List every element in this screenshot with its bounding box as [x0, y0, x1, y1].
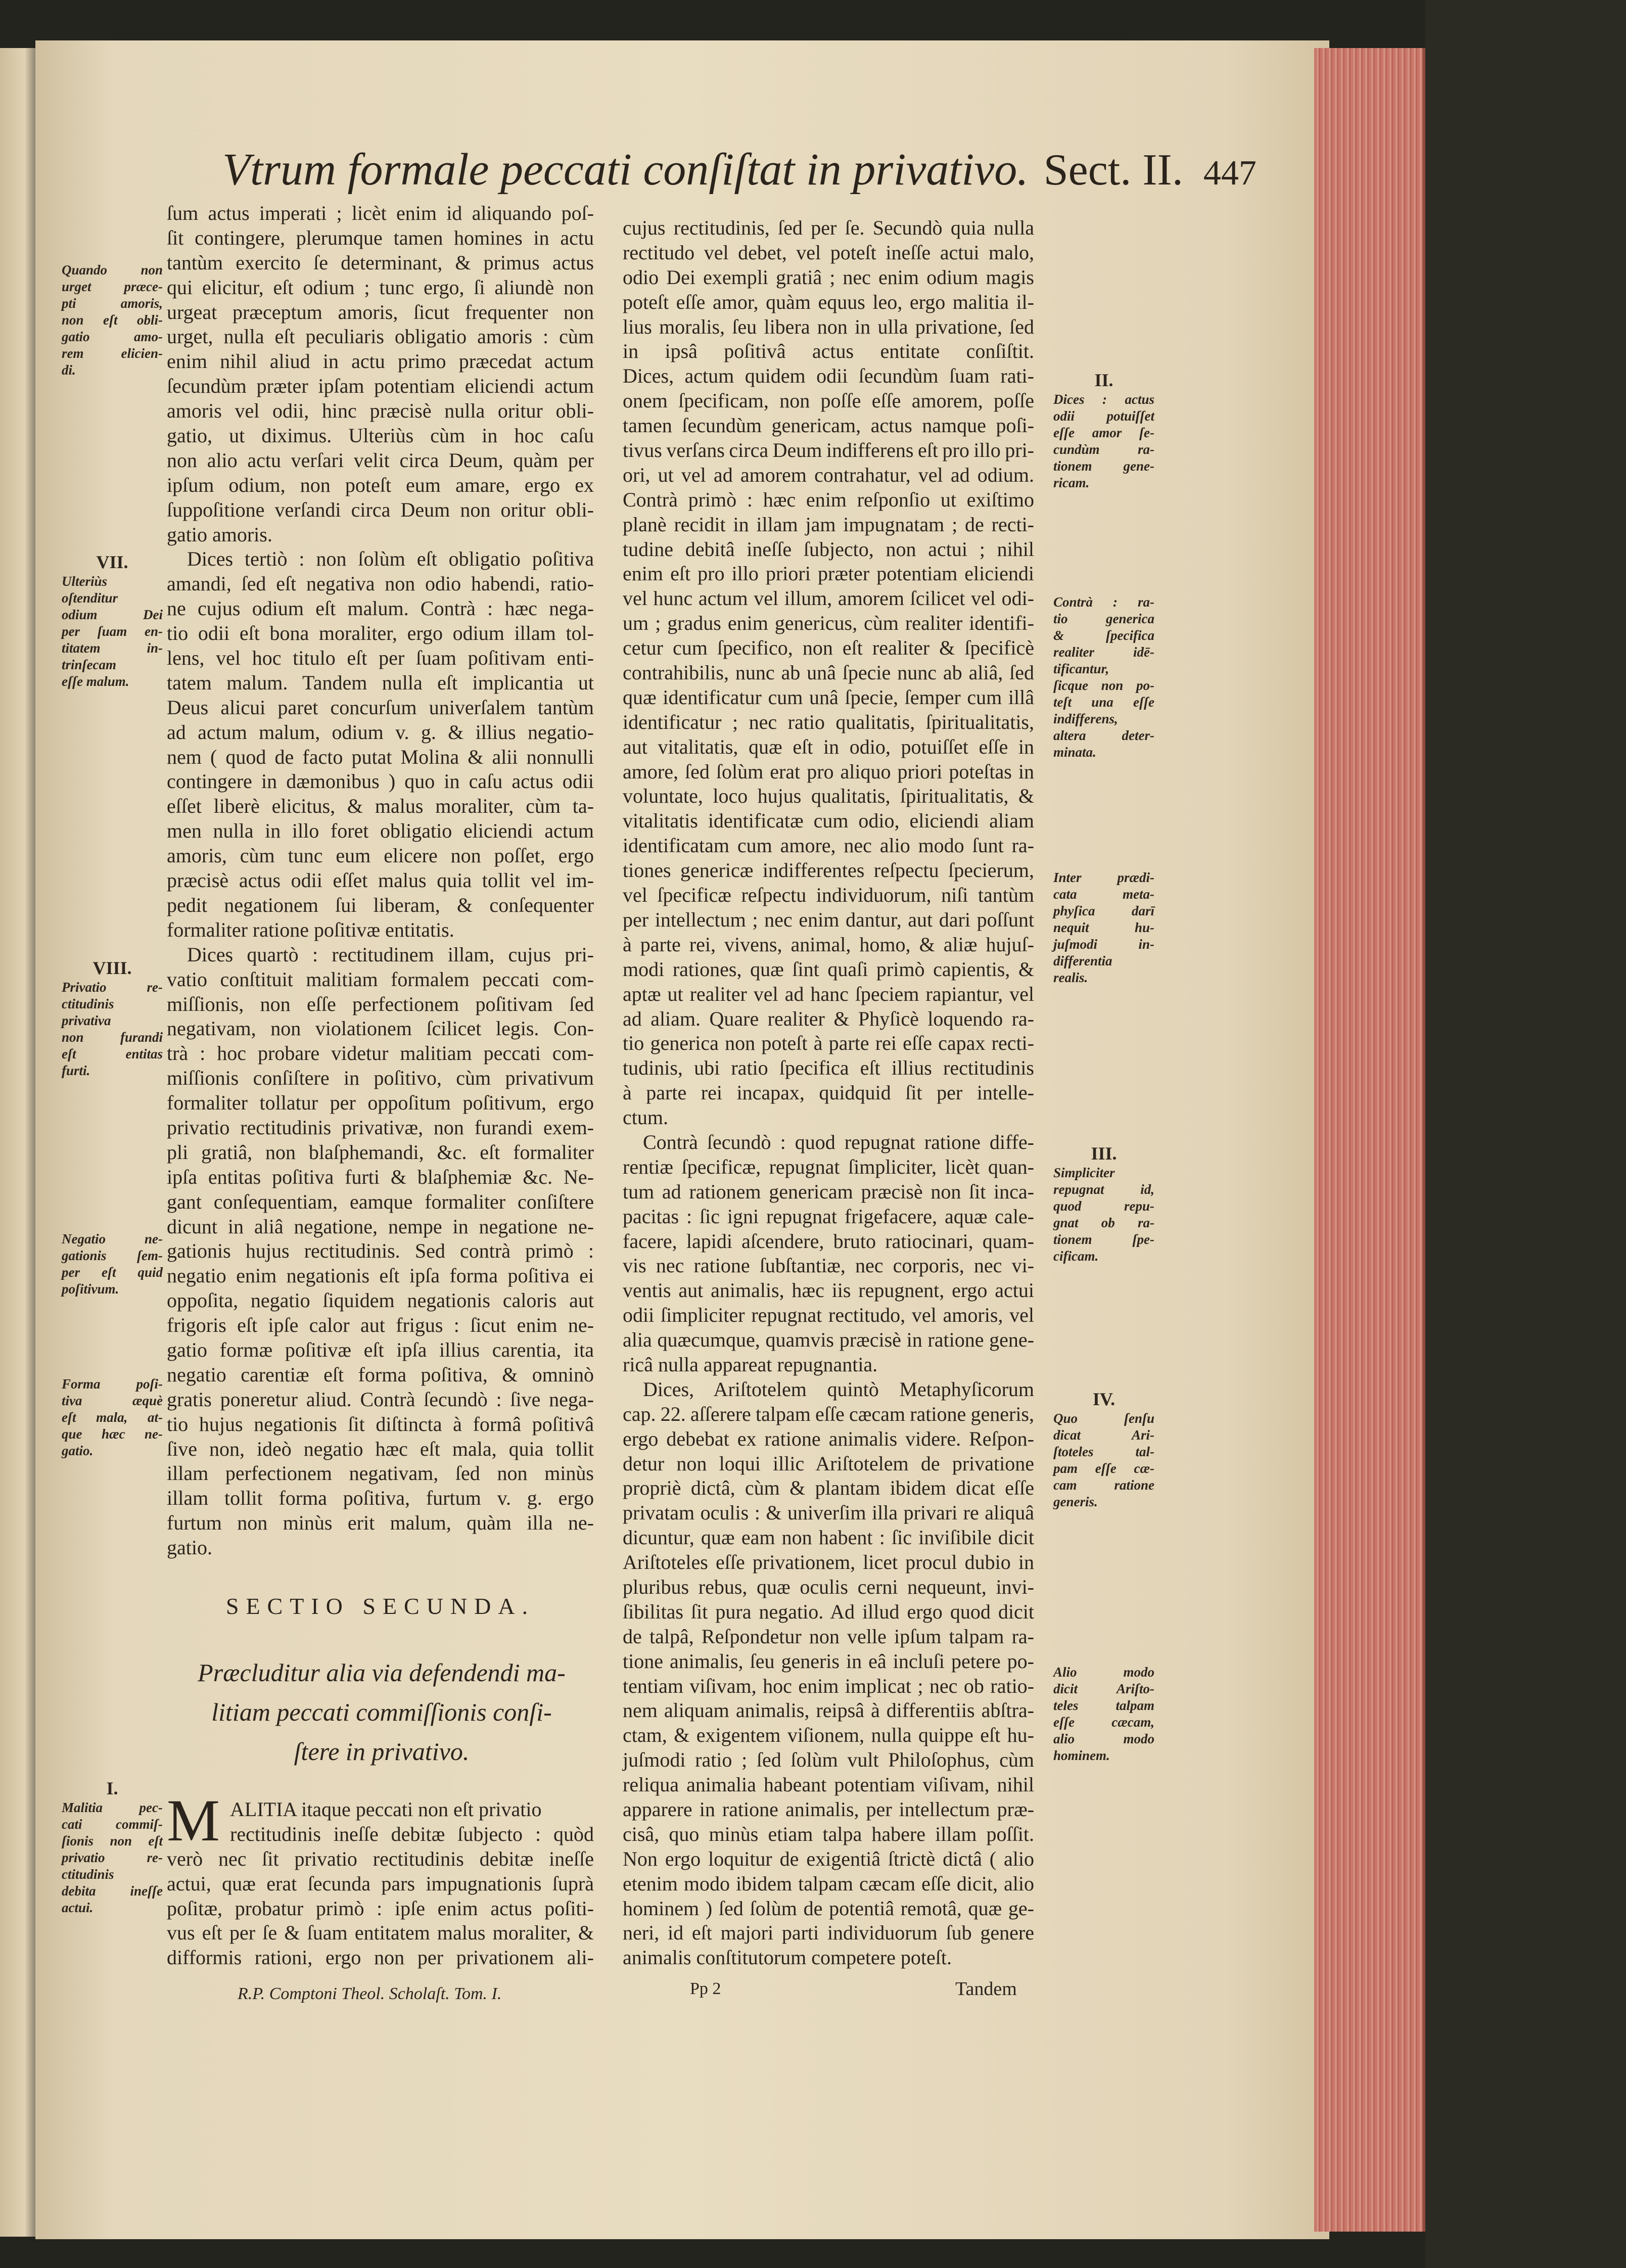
- text-line: cetur cum ſpecifico, non eſt realiter & ſpecificè: [623, 636, 1034, 660]
- margin-note-line: indifferens,: [1053, 711, 1118, 726]
- margin-note-line: di.: [62, 362, 76, 378]
- text-line: vis nec ratione ſubſtantiæ, nec corporis, nec vi-: [623, 1254, 1034, 1277]
- margin-note-line: cati commiſ-: [62, 1817, 163, 1832]
- margin-note-line: Negatio ne-: [62, 1231, 163, 1246]
- scan-background: [1425, 0, 1626, 2268]
- text-line: urget, nulla eſt peculiaris obligatio amoris : cùm: [167, 325, 594, 348]
- margin-note-line: ctitudinis: [62, 996, 114, 1011]
- text-line: actui, quæ erat ſecunda pars impugnationis ſuprà: [167, 1872, 594, 1895]
- text-line: tantùm exercito ſe determinant, & primus actus: [167, 251, 594, 274]
- margin-note: [1053, 370, 1154, 491]
- text-line: tudinis, ubi ratio ſpecifica eſt illius rectitudinis: [623, 1056, 1034, 1080]
- text-line: animalis conſtitutorum competere poteſt.: [623, 1946, 952, 1969]
- margin-note-line: realis.: [1053, 970, 1088, 985]
- text-line: ſuppoſitione verſandi circa Deum non oritur obli-: [167, 498, 594, 521]
- margin-note-line: Privatio re-: [62, 980, 163, 995]
- text-line: pacitas : ſic igni repugnat frigefacere, aquæ cale-: [623, 1205, 1034, 1228]
- margin-note-line: per ſuam en-: [62, 624, 163, 639]
- right-column: [623, 216, 1034, 1970]
- text-line: rentiæ ſpecificæ, repugnat ſimpliciter, licèt quan-: [623, 1155, 1034, 1178]
- text-line: nem aliquam animalis, reipsâ à differentiis abſtra-: [623, 1699, 1034, 1722]
- margin-note-line: cata meta-: [1053, 887, 1154, 902]
- margin-note-line: ricam.: [1053, 475, 1090, 490]
- text-line: tatem malum. Tandem nulla eſt implicantia ut: [167, 671, 594, 694]
- margin-note: [1053, 594, 1154, 761]
- margin-note-number: VIII.: [92, 958, 132, 978]
- text-line: gant conſequentiam, eamque formaliter conſiſtere: [167, 1190, 594, 1213]
- margin-note-number: II.: [1094, 370, 1113, 390]
- text-line: ſecundùm præter ipſam potentiam eliciendi actum: [167, 375, 594, 398]
- margin-note-line: differentia: [1053, 953, 1112, 968]
- text-line: qui elicitur, eſt odium ; tunc ergo, ſi aliundè non: [167, 275, 594, 299]
- catchword: Tandem: [955, 1978, 1017, 2000]
- margin-note-line: tionem gene-: [1053, 458, 1154, 474]
- margin-note-number: III.: [1091, 1143, 1117, 1164]
- margin-note-line: cam ratione: [1053, 1477, 1154, 1493]
- margin-note-line: titatem in-: [62, 640, 163, 656]
- margin-note: [1053, 1664, 1154, 1764]
- text-line: Ariſtoteles eſſe privationem, licet procul dubio in: [623, 1551, 1034, 1574]
- text-line: identificatur ; nec ratio qualitatis, ſpiritualitatis,: [623, 710, 1034, 733]
- margin-note-line: quod repu-: [1053, 1198, 1154, 1214]
- margin-note-line: Malitia pec-: [62, 1800, 163, 1815]
- margin-note-line: repugnat id,: [1053, 1182, 1154, 1197]
- text-line: ad actum malum, odium v. g. & illius negatio-: [167, 720, 594, 744]
- text-line: Dices, Ariſtotelem quintò Metaphyſicorum: [643, 1377, 1034, 1401]
- text-line: men nulla in illo foret obligatio eliciendi actum: [167, 819, 594, 843]
- margin-note-line: Quo ſenſu: [1053, 1411, 1154, 1426]
- text-line: à parte rei incapax, quidquid ſit per intelle-: [623, 1081, 1034, 1104]
- text-line: vus eſt per ſe & ſuam entitatem malus moraliter, &: [167, 1921, 594, 1945]
- margin-note-line: generis.: [1053, 1494, 1098, 1509]
- margin-note-line: cificam.: [1053, 1248, 1099, 1264]
- margin-note-line: gationis ſem-: [62, 1248, 163, 1263]
- text-line: per intellectum ; nec enim dantur, aut dari poſſunt: [623, 908, 1034, 931]
- section-subtitle: [182, 1653, 581, 1771]
- text-line: miſſionis conſiſtere in poſitivo, cùm privativum: [167, 1067, 594, 1090]
- text-line: Contrà primò : hæc enim reſponſio ut exiſtimo: [623, 488, 1034, 511]
- margin-note-line: que hæc ne-: [62, 1426, 163, 1442]
- margin-note-line: phyſica darī: [1053, 903, 1154, 918]
- drop-cap: M: [167, 1787, 220, 1854]
- text-line: detur non loqui illic Ariſtotelem de privatione: [623, 1452, 1034, 1475]
- text-line: ventis aut animalis, hæc iis repugnent, ergo actui: [623, 1279, 1034, 1302]
- text-line: negativam, non violationem ſcilicet legis. Con-: [167, 1017, 594, 1040]
- text-line: tio generica non poteſt à parte rei eſſe capax recti-: [623, 1032, 1034, 1055]
- text-line: gationis hujus rectitudinis. Sed contrà primò :: [167, 1239, 594, 1263]
- text-line: tio hujus negationis ſit diſtincta à formâ poſitivâ: [167, 1412, 594, 1436]
- margin-note-line: pam eſſe cæ-: [1053, 1461, 1154, 1476]
- margin-note: [62, 1376, 163, 1459]
- text-line: illam tollit forma poſitiva, furtum v. g. ergo: [167, 1487, 594, 1510]
- margin-note-line: oſtenditur: [62, 590, 118, 606]
- header-section: Sect. II.: [1043, 146, 1183, 195]
- text-line: tiones genericæ indifferentes reſpectu ſpecierum,: [623, 859, 1034, 882]
- text-line: vel ſpecificæ reſpectu individuorum, niſi tantùm: [623, 884, 1034, 907]
- text-line: gatio.: [167, 1536, 212, 1559]
- text-line: tum ad rationem genericam præcisè non ſit inca-: [623, 1180, 1034, 1203]
- text-line: ricâ nulla appareat repugnantia.: [623, 1353, 878, 1376]
- margin-note-line: nequit hu-: [1053, 920, 1154, 935]
- section-heading: SECTIO SECUNDA.: [225, 1593, 535, 1619]
- text-line: eſſet liberè elicitus, & malus moraliter, cùm ta-: [167, 795, 594, 818]
- text-line: lens, vel hoc titulo eſt per ſuam poſitivam enti-: [167, 646, 594, 670]
- margin-note-line: tificantur,: [1053, 661, 1109, 676]
- margin-note-line: pti amoris,: [62, 296, 163, 311]
- text-line: rectitudinis ineſſe debitæ ſubjecto : quòd: [230, 1822, 594, 1845]
- text-line: lius moralis, ſeu libera non in ulla privatione, ſed: [623, 315, 1034, 338]
- text-line: oppoſita, negatio ſiquidem negationis caloris aut: [167, 1289, 594, 1312]
- text-line: enim eſt pro illo priori præter potentiam eliciendi: [623, 562, 1034, 585]
- text-line: aptæ ut realiter vel ad hanc ſpeciem rapiantur, vel: [623, 982, 1034, 1005]
- text-line: dicuntur, quæ eam non habent : ſic inviſibile dicit: [623, 1526, 1034, 1549]
- text-line: pli gratiâ, non blaſphemandi, &c. eſt formaliter: [167, 1140, 594, 1164]
- margin-note: [1053, 1143, 1154, 1265]
- text-line: facere, lapidi aſcendere, bruto ratiocinari, quam-: [623, 1229, 1034, 1253]
- text-line: um ; gradus enim genericus, cùm realiter identifi-: [623, 612, 1034, 635]
- margin-note-line: gatio.: [62, 1443, 94, 1458]
- text-line: vel hunc actum vel illum, amorem ſcilicet vel odi-: [623, 587, 1034, 610]
- text-line: urgeat præceptum amoris, ſicut frequenter non: [167, 300, 594, 323]
- margin-note-line: teſt una eſſe: [1053, 695, 1154, 710]
- margin-note-line: & ſpecifica: [1053, 628, 1154, 643]
- text-line: in ipsâ poſitivâ actus entitate conſiſtit.: [623, 340, 1034, 363]
- margin-note-line: ſicque non po-: [1053, 678, 1154, 693]
- margin-note-line: rem elicien-: [62, 346, 163, 361]
- margin-note: [62, 958, 163, 1079]
- margin-note-number: IV.: [1092, 1389, 1116, 1409]
- text-line: odio Dei exempli gratiâ ; nec enim odium magis: [623, 265, 1034, 289]
- text-line: amandi, ſed eſt negativa non odio habendi, ratio-: [167, 572, 594, 595]
- margin-note-line: dicit Ariſto-: [1053, 1681, 1154, 1696]
- margin-note-line: dicat Ari-: [1053, 1427, 1154, 1443]
- text-line: poteſt eſſe amor, quàm equus leo, ergo malitia il-: [623, 290, 1034, 313]
- subtitle-line: Præcluditur alia via defendendi ma-: [198, 1658, 566, 1687]
- text-line: illam perfectionem negativam, ſed non minùs: [167, 1462, 594, 1485]
- margin-note-line: eſt entitas: [62, 1046, 163, 1061]
- text-line: frigoris eſt ipſe calor aut frigus : ſicut enim ne-: [167, 1314, 594, 1337]
- text-line: formaliter ratione poſitivæ entitatis.: [167, 918, 454, 941]
- text-line: non alio actu verſari velit circa Deum, quàm per: [167, 448, 594, 472]
- text-line: apparere in ratione animalis, per intellectum præ-: [623, 1798, 1034, 1821]
- margin-note: [62, 1231, 163, 1298]
- text-line: privatio rectitudinis privativæ, non furandi exem-: [167, 1116, 594, 1139]
- margin-note: [1053, 869, 1154, 986]
- header-title: Vtrum formale peccati conſiſtat in privativo.: [222, 145, 1029, 195]
- margin-note-number: VII.: [96, 552, 128, 572]
- text-line: cisâ, quo minùs etiam talpa habere illam poſſit.: [623, 1822, 1034, 1845]
- margin-note-line: ſtoteles tal-: [1053, 1444, 1154, 1459]
- margin-note-line: eſt mala, at-: [62, 1410, 163, 1425]
- margin-note-line: non eſt obli-: [62, 312, 163, 328]
- text-line: vitalitatis identificatæ cum odio, eliciendi aliam: [623, 809, 1034, 832]
- margin-note-line: eſſe amor ſe-: [1053, 425, 1154, 440]
- margin-note-line: teles talpam: [1053, 1698, 1154, 1713]
- text-line: difformis rationi, ergo non per privationem ali-: [167, 1946, 594, 1969]
- margin-note-line: privatio re-: [62, 1850, 163, 1865]
- text-line: negatio carentiæ eſt forma poſitiva, & omninò: [167, 1363, 594, 1386]
- margin-note-line: eſſe malum.: [62, 674, 129, 689]
- margin-note-line: minata.: [1053, 745, 1096, 760]
- text-line: amore, ſed ſolùm erat pro aliquo priori poteſtas in: [623, 760, 1034, 783]
- margin-note-line: urget præce-: [62, 279, 163, 294]
- margin-note-number: I.: [106, 1778, 118, 1798]
- text-line: Dices tertiò : non ſolùm eſt obligatio poſitiva: [187, 547, 594, 571]
- margin-note-line: tio generica: [1053, 611, 1154, 626]
- margin-note: [62, 262, 163, 379]
- margin-note-line: odii potuiſſet: [1053, 408, 1154, 424]
- facing-page-edge: [0, 48, 35, 2237]
- margin-note-line: odium Dei: [62, 607, 163, 622]
- subtitle-line: ſtere in privativo.: [294, 1737, 470, 1766]
- margin-note-line: tiva æquè: [62, 1393, 163, 1408]
- text-line: poſitæ, probatur primò : ipſe enim actus poſiti-: [167, 1896, 594, 1920]
- margin-note-line: gatio amo-: [62, 329, 163, 344]
- text-line: dicunt in aliâ negatione, nempe in negatione ne-: [167, 1215, 594, 1238]
- text-line: aut vitalitatis, quæ eſt in odio, potuiſſet eſſe in: [623, 735, 1034, 758]
- text-line: gatio formæ poſitivæ eſt ipſa illius carentia, ita: [167, 1338, 594, 1361]
- signature-mark: Pp 2: [690, 1979, 721, 1998]
- text-line: ſibilitas ſit pura negatio. Ad illud ergo quod dicit: [623, 1600, 1034, 1623]
- margin-note: [62, 1778, 163, 1916]
- text-line: tamen ſecundùm genericam, actus namque poſi-: [623, 414, 1034, 437]
- text-line: Deus alicui paret concurſum univerſalem tantùm: [167, 696, 594, 719]
- signature-line: R.P. Comptoni Theol. Scholaſt. Tom. I.: [238, 1984, 502, 2003]
- margin-note-line: cundùm ra-: [1053, 442, 1154, 457]
- text-line: ctum.: [623, 1106, 668, 1129]
- margin-note-line: furti.: [62, 1063, 90, 1078]
- text-line: ipſum odium, non poteſt eum amare, ergo ex: [167, 473, 594, 496]
- margin-note: [1053, 1389, 1154, 1510]
- text-line: reliqua animalia habeant potentiam viſivam, nihil: [623, 1773, 1034, 1796]
- text-line: ori, ut vel ad amorem contrahatur, vel ad odium.: [623, 463, 1034, 486]
- margin-note-line: Dices : actus: [1053, 392, 1154, 407]
- text-line: etenim modo ibidem talpam cæcam eſſe dicit, alio: [623, 1872, 1034, 1895]
- text-line: ad aliam. Quare realiter & Phyſicè loquendo ra-: [623, 1007, 1034, 1030]
- text-line: rectitudo vel debet, vel poteſt ineſſe actui malo,: [623, 241, 1034, 264]
- subtitle-line: litiam peccati commiſſionis conſi-: [211, 1698, 552, 1726]
- text-line: præcisè actus odii eſſet malus quia tollit vel im-: [167, 869, 594, 892]
- text-line: enim nihil aliud in actu primo præcedat actum: [167, 350, 594, 373]
- text-line: amoris, cùm tunc eum elicere non poſſet, ergo: [167, 844, 594, 867]
- text-line: modi rationes, quæ ſint quaſi primò capientis, &: [623, 957, 1034, 981]
- text-line: ſit contingere, plerumque tamen homines in actu: [167, 226, 594, 249]
- left-column: [167, 201, 594, 1560]
- text-line: cujus rectitudinis, ſed per ſe. Secundò quia nulla: [623, 216, 1034, 239]
- text-line: pedit negationem ſui liberam, & conſequenter: [167, 893, 594, 916]
- text-line: tione animalis, ſeu generis in eâ incluſi petere po-: [623, 1649, 1034, 1673]
- margin-note-line: Simpliciter: [1053, 1165, 1115, 1180]
- text-line: identificatam cum amore, nec alio modo ſunt ra-: [623, 834, 1034, 857]
- text-line: verò nec ſit privatio rectitudinis debitæ ineſſe: [167, 1847, 594, 1870]
- text-line: Non ergo loquitur de exigentiâ ſtrictè dictâ ( alio: [623, 1847, 1034, 1870]
- text-line: contrahibilis, nunc ab unâ ſpecie nunc ab aliâ, ſed: [623, 661, 1034, 684]
- margin-note-line: trinſecam: [62, 657, 116, 672]
- text-line: tentiam viſivam, hoc enim implicat ; nec ob ratio-: [623, 1674, 1034, 1697]
- text-line: ALITIA itaque peccati non eſt privatio: [230, 1798, 542, 1821]
- margin-note-line: ctitudinis: [62, 1867, 114, 1882]
- text-line: pluribus rebus, quæ oculis cerni nequeunt, invi-: [623, 1575, 1034, 1598]
- margin-note-line: Inter prædi-: [1053, 870, 1154, 885]
- text-line: onem ſpecificam, non poſſe eſſe amorem, poſſe: [623, 389, 1034, 412]
- text-line: planè recidit in illam jam impugnatam ; de recti-: [623, 513, 1034, 536]
- text-line: voluntate, loco hujus qualitatis, ſpiritualitatis, &: [623, 784, 1034, 808]
- text-line: ipſa entitas poſitiva furti & blaſphemiæ &c. Ne-: [167, 1165, 594, 1188]
- margin-note-line: privativa: [62, 1013, 111, 1028]
- text-line: neri, id eſt majori parti individuorum ſub genere: [623, 1921, 1034, 1945]
- margin-note-line: realiter idē-: [1053, 644, 1154, 660]
- text-line: Contrà ſecundò : quod repugnat ratione diffe-: [643, 1130, 1034, 1153]
- text-line: tivus verſans circa Deum indifferens eſt pro illo pri-: [623, 439, 1034, 462]
- text-line: trà : hoc probare videtur malitiam peccati com-: [167, 1042, 594, 1065]
- text-line: formaliter tollatur per oppoſitum poſitivum, ergo: [167, 1091, 594, 1115]
- margin-note-line: Forma poſi-: [62, 1376, 163, 1392]
- text-line: tio odii eſt bona moraliter, ergo odium illam tol-: [167, 622, 594, 645]
- text-line: negatio enim negationis eſt ipſa forma poſitiva ei: [167, 1264, 594, 1287]
- margin-note-line: Alio modo: [1053, 1664, 1154, 1680]
- margin-note-line: debita ineſſe: [62, 1883, 163, 1899]
- margin-note-line: actui.: [62, 1900, 94, 1915]
- malitia-paragraph: [167, 1787, 594, 1970]
- margin-note-line: alio modo: [1053, 1731, 1154, 1746]
- margin-note-line: Contrà : ra-: [1053, 594, 1154, 610]
- text-line: vatio conſtituit malitiam formalem peccati com-: [167, 967, 594, 991]
- text-line: furtum non minùs erit malum, quàm illa ne-: [167, 1511, 594, 1535]
- text-line: ne cujus odium eſt malum. Contrà : hæc nega-: [167, 597, 594, 620]
- text-line: propriè dictâ, cùm & plantam ibidem dicat eſſe: [623, 1476, 1034, 1500]
- text-line: cap. 22. aſſerere talpam eſſe cæcam ratione generis,: [623, 1402, 1034, 1425]
- margin-note-line: non furandi: [62, 1030, 163, 1045]
- margin-note-line: eſſe cæcam,: [1053, 1715, 1154, 1730]
- text-line: ctam, & exigentem viſionem, nulla quippe eſt hu-: [623, 1724, 1034, 1747]
- page-edges: [1314, 48, 1427, 2232]
- text-line: ſive non, ideò negatio hæc eſt mala, quia tollit: [167, 1437, 594, 1460]
- text-line: à parte rei, vivens, animal, homo, & aliæ hujuſ-: [623, 933, 1034, 956]
- text-line: ergo debebat ex ratione animalis videre. Reſpon-: [623, 1427, 1034, 1450]
- text-line: de talpâ, Reſpondetur non velle ipſum talpam ra-: [623, 1625, 1034, 1648]
- margin-note-line: juſmodi in-: [1053, 937, 1154, 952]
- text-line: odii ſimpliciter repugnat rectitudo, vel amoris, vel: [623, 1304, 1034, 1327]
- margin-note-line: ſionis non eſt: [62, 1833, 163, 1848]
- text-line: amoris vel odii, hinc præcisè nulla oritur obli-: [167, 399, 594, 423]
- text-line: miſſionis, non eſſe perfectionem poſitivam ſed: [167, 992, 594, 1015]
- text-line: alia quæcumque, quamvis præcisè in ratione gene-: [623, 1328, 1034, 1352]
- margin-note-line: poſitivum.: [62, 1281, 119, 1297]
- text-line: quæ identificatur cum unâ ſpecie, ſemper cum illâ: [623, 685, 1034, 709]
- margin-note-line: tionem ſpe-: [1053, 1232, 1154, 1247]
- margin-note-line: per eſt quid: [62, 1265, 163, 1280]
- text-line: contingere in dæmonibus ) quo in caſu actus odii: [167, 770, 594, 793]
- margin-note-line: Ulteriùs: [62, 574, 108, 589]
- text-line: hominem ) ſed ſolùm de potentiâ remotâ, quæ ge-: [623, 1896, 1034, 1920]
- text-line: gratis poneretur aliud. Contrà ſecundò : ſive nega-: [167, 1387, 594, 1411]
- text-line: Dices, actum quidem odii ſecundùm ſuam rati-: [623, 364, 1034, 388]
- margin-note-line: Quando non: [62, 262, 163, 277]
- margin-note: [62, 552, 163, 690]
- text-line: Dices quartò : rectitudinem illam, cujus pri-: [187, 943, 594, 966]
- text-line: juſmodi ratio ; ſed ſolùm vult Philoſophus, cùm: [623, 1748, 1034, 1772]
- text-line: tudine debitâ ineſſe ſubjecto, non actui ; nihil: [623, 537, 1034, 561]
- text-line: gatio, ut diximus. Ulteriùs cùm in hoc caſu: [167, 424, 594, 447]
- text-line: ſum actus imperati ; licèt enim id aliquando poſ-: [167, 202, 594, 224]
- margin-note-line: gnat ob ra-: [1053, 1215, 1154, 1230]
- text-line: gatio amoris.: [167, 523, 272, 546]
- text-line: nem ( quod de facto putat Molina & alii nonnulli: [167, 745, 594, 768]
- margin-note-line: altera deter-: [1053, 728, 1154, 743]
- margin-note-line: hominem.: [1053, 1748, 1110, 1763]
- page-number: 447: [1203, 154, 1257, 193]
- text-line: privatam oculis : & univerſim illa privari re aliquâ: [623, 1501, 1034, 1524]
- running-header: [222, 145, 1257, 195]
